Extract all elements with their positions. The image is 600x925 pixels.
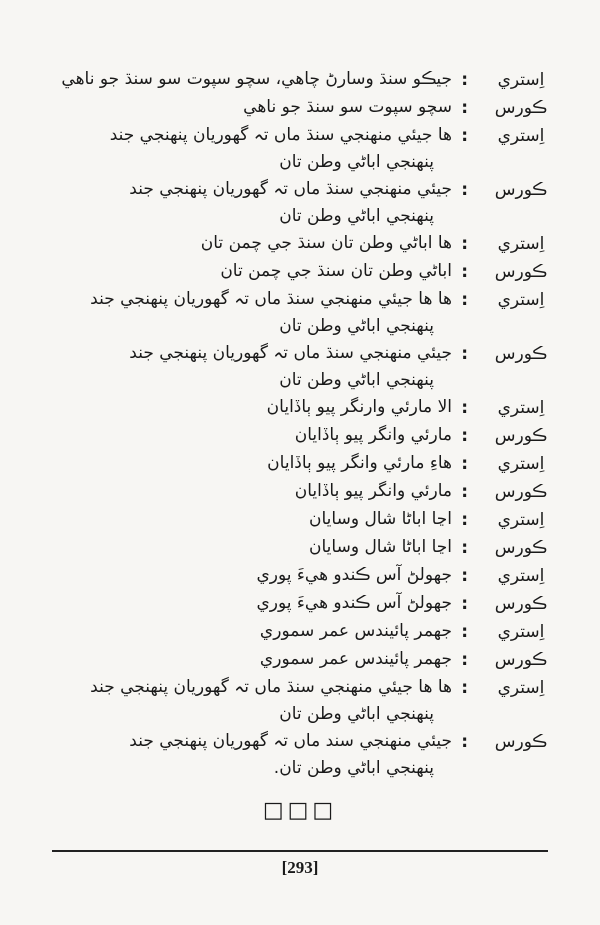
speaker-label: اِستري bbox=[497, 70, 545, 90]
colon: : bbox=[461, 70, 468, 90]
speaker-label: ڪورس bbox=[494, 180, 548, 200]
speaker-label: اِستري bbox=[497, 510, 545, 530]
colon: : bbox=[461, 234, 468, 254]
lyric-text: جهمر پائيندس عمر سموري bbox=[259, 621, 452, 641]
lyric-text bbox=[40, 340, 452, 394]
speaker-label: اِستري bbox=[497, 678, 545, 698]
speaker-label: ڪورس bbox=[494, 426, 548, 446]
lyric-text: مارئي وانگر پيو ٻاڏايان bbox=[294, 481, 452, 501]
colon: : bbox=[461, 678, 468, 698]
lyric-text bbox=[40, 176, 452, 230]
lyric-line bbox=[40, 394, 560, 422]
speaker-label: اِستري bbox=[497, 566, 545, 586]
colon: : bbox=[461, 262, 468, 282]
lyric-text-line1: ها ها جيئي منهنجي سنڌ ماں تہ گهوريان پنهنجي جند bbox=[90, 289, 452, 309]
colon: : bbox=[461, 454, 468, 474]
lyric-line bbox=[40, 258, 560, 286]
lyric-text: اباڻي وطن تان سنڌ جي چمن تان bbox=[220, 261, 452, 281]
colon: : bbox=[461, 538, 468, 558]
colon: : bbox=[461, 510, 468, 530]
lyric-line bbox=[40, 340, 560, 394]
speaker-label: اِستري bbox=[497, 398, 545, 418]
lyric-text bbox=[40, 674, 452, 728]
lyric-text bbox=[40, 122, 452, 176]
lyric-line bbox=[40, 450, 560, 478]
lyric-text-line2: پنهنجي اباڻي وطن تان bbox=[279, 704, 434, 724]
lyric-line bbox=[40, 94, 560, 122]
lyric-line bbox=[40, 562, 560, 590]
lyric-text-line1: جيئي منهنجي سند ماں تہ گهوريان پنهنجي جند bbox=[129, 731, 452, 751]
speaker-label: اِستري bbox=[497, 290, 545, 310]
lyric-line bbox=[40, 176, 560, 230]
colon: : bbox=[461, 98, 468, 118]
colon: : bbox=[461, 566, 468, 586]
lyric-line bbox=[40, 674, 560, 728]
lyric-line bbox=[40, 618, 560, 646]
colon: : bbox=[461, 650, 468, 670]
speaker-label: اِستري bbox=[497, 622, 545, 642]
lyric-line bbox=[40, 122, 560, 176]
speaker-label: اِستري bbox=[497, 454, 545, 474]
speaker-label: ڪورس bbox=[494, 482, 548, 502]
lyric-text: ها اباڻي وطن تان سنڌ جي چمن تان bbox=[200, 233, 452, 253]
lyric-text: مارئي وانگر پيو ٻاڏايان bbox=[294, 425, 452, 445]
colon: : bbox=[461, 594, 468, 614]
colon: : bbox=[461, 180, 468, 200]
speaker-label: ڪورس bbox=[494, 98, 548, 118]
lyric-text-line1: ها ها جيئي منهنجي سنڌ ماں تہ گهوريان پنهنجي جند bbox=[90, 677, 452, 697]
lyric-text: جهمر پائيندس عمر سموري bbox=[259, 649, 452, 669]
lyric-line bbox=[40, 590, 560, 618]
colon: : bbox=[461, 732, 468, 752]
lyric-text-line1: جيئي منهنجي سنڌ ماں تہ گهوريان پنهنجي جند bbox=[129, 343, 452, 363]
lyric-text-line2: پنهنجي اباڻي وطن تان bbox=[279, 316, 434, 336]
speaker-label: ڪورس bbox=[494, 650, 548, 670]
speaker-label: ڪورس bbox=[494, 344, 548, 364]
speaker-label: ڪورس bbox=[494, 262, 548, 282]
lyric-text: اڃا اباڻا شال وسايان bbox=[309, 537, 452, 557]
lyric-text-line2: پنهنجي اباڻي وطن تان bbox=[279, 370, 434, 390]
lyric-text: اڃا اباڻا شال وسايان bbox=[309, 509, 452, 529]
lyric-text bbox=[40, 728, 452, 782]
lyric-line bbox=[40, 286, 560, 340]
lyric-text-line2: پنهنجي اباڻي وطن تان bbox=[279, 152, 434, 172]
footer-divider bbox=[52, 850, 548, 852]
end-ornament: □□□ bbox=[262, 798, 338, 823]
speaker-label: اِستري bbox=[497, 234, 545, 254]
speaker-label: اِستري bbox=[497, 126, 545, 146]
lyric-text-line2: پنهنجي اباڻي وطن تان. bbox=[273, 758, 434, 778]
colon: : bbox=[461, 426, 468, 446]
lyric-line bbox=[40, 66, 560, 94]
page-number: [293] bbox=[281, 858, 319, 877]
colon: : bbox=[461, 622, 468, 642]
lyric-text-line1: جيئي منهنجي سنڌ ماں تہ گهوريان پنهنجي جند bbox=[129, 179, 452, 199]
lyric-line bbox=[40, 728, 560, 782]
colon: : bbox=[461, 344, 468, 364]
lyric-text: الا مارئي وارنگر پيو ٻاڏايان bbox=[266, 397, 452, 417]
lyric-text-line1: ها جيئي منهنجي سنڌ ماں تہ گهوريان پنهنجي جند bbox=[109, 125, 452, 145]
colon: : bbox=[461, 126, 468, 146]
lyric-text: جهولڻ آس ڪندو هيءَ پوري bbox=[256, 593, 452, 613]
lyric-line bbox=[40, 646, 560, 674]
lyric-text: سچو سپوت سو سنڌ جو ناهي bbox=[243, 97, 452, 117]
lyric-text-line2: پنهنجي اباڻي وطن تان bbox=[279, 206, 434, 226]
lyric-line bbox=[40, 230, 560, 258]
lyric-line bbox=[40, 506, 560, 534]
colon: : bbox=[461, 290, 468, 310]
speaker-label: ڪورس bbox=[494, 538, 548, 558]
lyric-text: هاءِ مارئي وانگر پيو ٻاڏايان bbox=[267, 453, 452, 473]
song-lyrics bbox=[40, 66, 560, 782]
colon: : bbox=[461, 482, 468, 502]
lyric-line bbox=[40, 534, 560, 562]
speaker-label: ڪورس bbox=[494, 732, 548, 752]
lyric-line bbox=[40, 478, 560, 506]
speaker-label: ڪورس bbox=[494, 594, 548, 614]
colon: : bbox=[461, 398, 468, 418]
lyric-text: جيڪو سنڌ وسارڻ چاهي، سچو سپوت سو سنڌ جو ناهي bbox=[61, 69, 452, 89]
lyric-text bbox=[40, 286, 452, 340]
lyric-line bbox=[40, 422, 560, 450]
lyric-text: جهولڻ آس ڪندو هيءَ پوري bbox=[256, 565, 452, 585]
